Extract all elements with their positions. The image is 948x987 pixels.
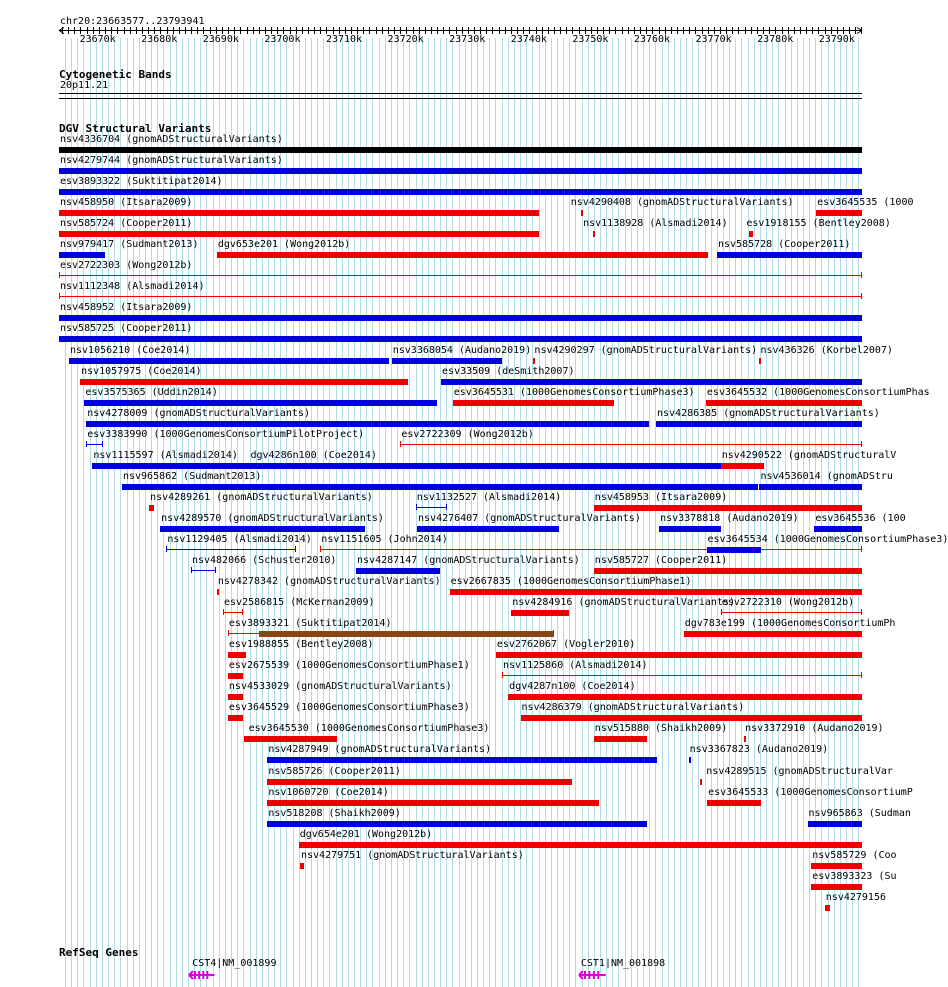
variant-label[interactable]: nsv1060720 (Coe2014) xyxy=(268,786,389,798)
variant-label[interactable]: esv3645530 (1000GenomesConsortiumPhase3) xyxy=(248,723,490,735)
variant-label[interactable]: esv3575365 (Uddin2014) xyxy=(85,386,218,398)
variant-bar[interactable] xyxy=(267,779,572,785)
ruler-tick-label: 23770k xyxy=(695,34,732,45)
variant-bar[interactable] xyxy=(166,549,295,550)
gene-label[interactable]: CST1|NM_001898 xyxy=(580,958,666,969)
variant-bar[interactable] xyxy=(521,715,862,721)
variant-bar[interactable] xyxy=(749,231,753,237)
refseq-track-title: RefSeq Genes xyxy=(59,946,139,959)
variant-label[interactable]: nsv585729 (Coo xyxy=(812,849,897,861)
variant-label[interactable]: nsv4290408 (gnomADStructuralVariants) xyxy=(570,197,794,209)
variant-bar[interactable] xyxy=(217,589,219,595)
variant-label[interactable]: nsv482066 (Schuster2010) xyxy=(191,555,337,566)
ruler-tick-label: 23720k xyxy=(387,34,424,45)
variant-label[interactable]: dgv654e201 (Wong2012b) xyxy=(299,828,433,840)
variant-label[interactable]: nsv1151605 (John2014) xyxy=(321,533,448,545)
variant-label[interactable]: esv2586815 (McKernan2009) xyxy=(223,597,375,609)
variant-label[interactable]: esv2667835 (1000GenomesConsortiumPhase1) xyxy=(450,576,692,588)
variant-bar[interactable] xyxy=(707,800,761,806)
variant-bar[interactable] xyxy=(594,736,648,742)
variant-bar[interactable] xyxy=(811,863,862,869)
variant-label[interactable]: nsv458953 (Itsara2009) xyxy=(594,491,728,503)
variant-label[interactable]: esv2722309 (Wong2012b) xyxy=(401,428,534,440)
variant-label[interactable]: nsv585724 (Cooper2011) xyxy=(60,218,193,230)
variant-bar[interactable] xyxy=(59,147,862,153)
variant-end-tick xyxy=(59,293,60,299)
cytoband-line-lower xyxy=(59,98,862,99)
variant-segment[interactable] xyxy=(259,631,555,637)
variant-bar[interactable] xyxy=(594,505,862,511)
ruler-tick-label: 23780k xyxy=(757,34,794,45)
variant-label[interactable]: nsv4287949 (gnomADStructuralVariants) xyxy=(268,744,492,756)
ruler-tick-label: 23790k xyxy=(818,34,855,45)
variant-end-tick xyxy=(721,609,722,615)
variant-label[interactable]: dgv4286n100 (Coe2014) xyxy=(250,449,377,461)
variant-end-tick xyxy=(446,504,447,510)
variant-end-tick xyxy=(861,441,862,447)
ruler-tick-label: 23690k xyxy=(202,34,239,45)
ruler-tick-label: 23760k xyxy=(633,34,671,45)
ruler-tick-label: 23730k xyxy=(449,34,486,45)
variant-label[interactable]: esv3645536 (100 xyxy=(815,512,906,524)
variant-label[interactable]: nsv4536014 (gnomADStru xyxy=(760,470,893,482)
variant-bar[interactable] xyxy=(86,421,649,427)
variant-bar[interactable] xyxy=(594,568,862,574)
variant-label[interactable]: nsv4289515 (gnomADStructuralVar xyxy=(706,765,893,777)
variant-label[interactable]: esv3645533 (1000GenomesConsortiumP xyxy=(708,786,913,798)
variant-bar[interactable] xyxy=(80,379,408,385)
gene-label[interactable]: CST4|NM_001899 xyxy=(192,958,277,969)
variant-bar[interactable] xyxy=(593,231,595,237)
variant-bar[interactable] xyxy=(267,757,657,763)
variant-label[interactable]: nsv4284916 (gnomADStructuralVariants) xyxy=(512,597,736,609)
variant-bar[interactable] xyxy=(581,210,583,216)
variant-end-tick xyxy=(320,546,321,552)
variant-label[interactable]: esv1988855 (Bentley2008) xyxy=(228,639,374,651)
variant-label[interactable]: nsv4278342 (gnomADStructuralVariants) xyxy=(217,576,441,588)
variant-bar[interactable] xyxy=(320,549,862,550)
variant-label[interactable]: nsv4289570 (gnomADStructuralVariants) xyxy=(161,512,384,524)
variant-bar[interactable] xyxy=(299,842,862,848)
variant-label[interactable]: nsv1125860 (Alsmadi2014) xyxy=(503,660,648,672)
dgv-track-title: DGV Structural Variants xyxy=(59,122,212,135)
variant-bar[interactable] xyxy=(228,694,243,700)
variant-label[interactable]: nsv4287147 (gnomADStructuralVariants) xyxy=(357,555,580,566)
ruler-tick-label: 23670k xyxy=(79,34,116,45)
variant-bar[interactable] xyxy=(496,652,862,658)
variant-bar[interactable] xyxy=(721,463,764,469)
ruler-tick-label: 23700k xyxy=(264,34,301,45)
variant-label[interactable]: esv1918155 (Bentley2008) xyxy=(746,218,891,230)
variant-label[interactable]: nsv4279751 (gnomADStructuralVariants) xyxy=(300,849,524,861)
variant-label[interactable]: esv33509 (deSmith2007) xyxy=(442,365,575,377)
variant-bar[interactable] xyxy=(659,526,721,532)
variant-bar[interactable] xyxy=(706,400,862,406)
variant-end-tick xyxy=(502,672,503,678)
variant-bar[interactable] xyxy=(689,757,691,763)
variant-bar[interactable] xyxy=(717,252,862,258)
variant-label[interactable]: nsv1115597 (Alsmadi2014) xyxy=(93,449,238,461)
variant-label[interactable]: nsv518208 (Shaikh2009) xyxy=(268,807,401,819)
variant-label[interactable]: nsv4533029 (gnomADStructuralVariants) xyxy=(228,681,452,693)
variant-bar[interactable] xyxy=(656,421,862,427)
variant-end-tick xyxy=(228,630,229,636)
ruler-tick-label: 23680k xyxy=(141,34,178,45)
variant-bar[interactable] xyxy=(721,612,862,613)
variant-label[interactable]: nsv3368054 (Audano2019) xyxy=(392,344,532,356)
variant-label[interactable]: esv3645534 (1000GenomesConsortiumPhase3) xyxy=(707,533,948,545)
variant-label[interactable]: nsv1112348 (Alsmadi2014) xyxy=(60,281,205,293)
variant-bar[interactable] xyxy=(59,336,862,342)
variant-label[interactable]: nsv965863 (Sudman xyxy=(808,807,911,819)
variant-bar[interactable] xyxy=(400,444,862,445)
gene-model[interactable] xyxy=(188,969,216,981)
variant-bar[interactable] xyxy=(191,570,216,571)
variant-bar[interactable] xyxy=(244,736,337,742)
variant-label[interactable]: nsv4289261 (gnomADStructuralVariants) xyxy=(150,491,373,503)
variant-bar[interactable] xyxy=(684,631,862,637)
variant-label[interactable]: nsv1057975 (Coe2014) xyxy=(81,365,202,377)
variant-bar[interactable] xyxy=(217,252,708,258)
variant-label[interactable]: esv2762067 (Vogler2010) xyxy=(496,639,636,651)
variant-bar[interactable] xyxy=(59,231,539,237)
variant-label[interactable]: esv3645532 (1000GenomesConsortiumPhas xyxy=(706,386,930,398)
variant-label[interactable]: dgv4287n100 (Coe2014) xyxy=(509,681,636,693)
variant-bar[interactable] xyxy=(59,252,105,258)
gene-model[interactable] xyxy=(578,969,608,981)
variant-bar[interactable] xyxy=(511,610,568,616)
region-label: chr20:23663577..23793941 xyxy=(60,16,205,27)
variant-bar[interactable] xyxy=(392,358,502,364)
variant-label[interactable]: nsv3372910 (Audano2019) xyxy=(745,723,884,735)
variant-bar[interactable] xyxy=(59,275,862,276)
variant-end-tick xyxy=(242,609,243,615)
variant-bar[interactable] xyxy=(808,821,862,827)
variant-bar[interactable] xyxy=(59,315,862,321)
variant-label[interactable]: nsv585727 (Cooper2011) xyxy=(594,555,728,566)
variant-bar[interactable] xyxy=(416,507,447,508)
variant-bar[interactable] xyxy=(149,505,154,511)
variant-bar[interactable] xyxy=(122,484,758,490)
variant-label[interactable]: nsv585728 (Cooper2011) xyxy=(717,239,851,251)
variant-bar[interactable] xyxy=(502,675,862,676)
variant-label[interactable]: nsv4279156 xyxy=(825,891,886,903)
cytoband-track-title: Cytogenetic Bands xyxy=(59,68,172,81)
variant-bar[interactable] xyxy=(59,210,539,216)
variant-label[interactable]: nsv965862 (Sudmant2013) xyxy=(122,470,262,482)
variant-label[interactable]: nsv3367823 (Audano2019) xyxy=(689,744,829,756)
variant-label[interactable]: nsv1056210 (Coe2014) xyxy=(69,344,191,356)
variant-bar[interactable] xyxy=(223,612,243,613)
variant-label[interactable]: nsv4286379 (gnomADStructuralVariants) xyxy=(521,702,745,714)
variant-label[interactable]: nsv1138928 (Alsmadi2014) xyxy=(583,218,728,230)
variant-label[interactable]: esv3645535 (1000 xyxy=(817,197,914,209)
variant-label[interactable]: nsv3378818 (Audano2019) xyxy=(660,512,799,524)
variant-end-tick xyxy=(400,441,401,447)
variant-bar[interactable] xyxy=(59,189,862,195)
variant-label[interactable]: esv2675539 (1000GenomesConsortiumPhase1) xyxy=(228,660,470,672)
variant-label[interactable]: nsv4286385 (gnomADStructuralVariants) xyxy=(657,407,880,419)
variant-end-tick xyxy=(416,504,417,510)
ruler-tick-label: 23740k xyxy=(510,34,547,45)
variant-end-tick xyxy=(861,672,862,678)
variant-label[interactable]: esv3893322 (Suktitipat2014) xyxy=(60,176,223,188)
variant-bar[interactable] xyxy=(267,800,599,806)
variant-bar[interactable] xyxy=(825,905,830,911)
variant-end-tick xyxy=(295,546,296,552)
variant-label[interactable]: esv3893323 (Su xyxy=(812,870,897,882)
variant-label[interactable]: nsv1132527 (Alsmadi2014) xyxy=(416,491,562,503)
variant-bar[interactable] xyxy=(84,400,437,406)
variant-bar[interactable] xyxy=(267,821,647,827)
variant-label[interactable]: dgv653e201 (Wong2012b) xyxy=(217,239,351,251)
variant-end-tick xyxy=(861,546,862,552)
variant-bar[interactable] xyxy=(811,884,862,890)
variant-bar[interactable] xyxy=(59,296,862,297)
variant-end-tick xyxy=(861,609,862,615)
variant-bar[interactable] xyxy=(453,400,614,406)
variant-label[interactable]: nsv4279744 (gnomADStructuralVariants) xyxy=(60,155,283,167)
variant-bar[interactable] xyxy=(59,168,862,174)
variant-label[interactable]: nsv585725 (Cooper2011) xyxy=(60,323,193,335)
cytoband-label: 20p11.21 xyxy=(60,80,109,91)
variant-bar[interactable] xyxy=(744,736,746,742)
variant-label[interactable]: nsv436326 (Korbel2007) xyxy=(760,344,893,356)
variant-bar[interactable] xyxy=(69,358,389,364)
variant-bar[interactable] xyxy=(508,694,862,700)
variant-label[interactable]: nsv515880 (Shaikh2009) xyxy=(594,723,728,735)
variant-bar[interactable] xyxy=(441,379,862,385)
variant-label[interactable]: esv3383990 (1000GenomesConsortiumPilotProject) xyxy=(87,428,365,440)
variant-bar[interactable] xyxy=(700,779,702,785)
variant-bar[interactable] xyxy=(86,444,103,445)
variant-bar[interactable] xyxy=(759,358,761,364)
variant-label[interactable]: nsv458952 (Itsara2009) xyxy=(60,302,193,314)
variant-label[interactable]: nsv4290522 (gnomADStructuralV xyxy=(721,449,897,461)
variant-bar[interactable] xyxy=(356,568,440,574)
variant-bar[interactable] xyxy=(300,863,304,869)
variant-label[interactable]: esv3893321 (Suktitipat2014) xyxy=(228,618,392,630)
variant-end-tick xyxy=(215,567,216,573)
variant-label[interactable]: nsv458950 (Itsara2009) xyxy=(60,197,193,209)
variant-label[interactable]: nsv979417 (Sudmant2013) xyxy=(60,239,199,251)
variant-label[interactable]: nsv4336704 (gnomADStructuralVariants) xyxy=(60,134,283,145)
variant-bar[interactable] xyxy=(417,526,559,532)
variant-end-tick xyxy=(223,609,224,615)
variant-bar[interactable] xyxy=(228,715,243,721)
ruler-tick-label: 23750k xyxy=(572,34,609,45)
ruler-tick-label: 23710k xyxy=(325,34,363,45)
variant-label[interactable]: nsv585726 (Cooper2011) xyxy=(268,765,401,777)
variant-bar[interactable] xyxy=(98,463,726,469)
variant-label[interactable]: nsv4278009 (gnomADStructuralVariants) xyxy=(87,407,310,419)
variant-bar[interactable] xyxy=(228,673,243,679)
variant-label[interactable]: esv3645531 (1000GenomesConsortiumPhase3) xyxy=(453,386,695,398)
variant-label[interactable]: nsv1129405 (Alsmadi2014) xyxy=(167,533,312,545)
variant-bar[interactable] xyxy=(533,358,535,364)
variant-end-tick xyxy=(166,546,167,552)
variant-bar[interactable] xyxy=(228,652,246,658)
cytoband-line xyxy=(59,93,862,94)
variant-label[interactable]: esv2722310 (Wong2012b) xyxy=(721,597,855,609)
variant-end-tick xyxy=(59,272,60,278)
variant-bar[interactable] xyxy=(450,589,862,595)
variant-bar[interactable] xyxy=(816,210,862,216)
variant-bar[interactable] xyxy=(707,547,761,553)
variant-end-tick xyxy=(102,441,103,447)
variant-label[interactable]: esv3645529 (1000GenomesConsortiumPhase3) xyxy=(228,702,470,714)
variant-bar[interactable] xyxy=(814,526,862,532)
variant-bar[interactable] xyxy=(160,526,365,532)
variant-label[interactable]: nsv4276407 (gnomADStructuralVariants) xyxy=(418,512,641,524)
variant-end-tick xyxy=(86,441,87,447)
variant-end-tick xyxy=(861,293,862,299)
variant-end-tick xyxy=(861,272,862,278)
variant-label[interactable]: dgv783e199 (1000GenomesConsortiumPh xyxy=(684,618,896,630)
variant-end-tick xyxy=(191,567,192,573)
variant-bar[interactable] xyxy=(759,484,862,490)
variant-label[interactable]: nsv4290297 (gnomADStructuralVariants) xyxy=(534,344,758,356)
variant-label[interactable]: esv2722303 (Wong2012b) xyxy=(60,260,193,272)
